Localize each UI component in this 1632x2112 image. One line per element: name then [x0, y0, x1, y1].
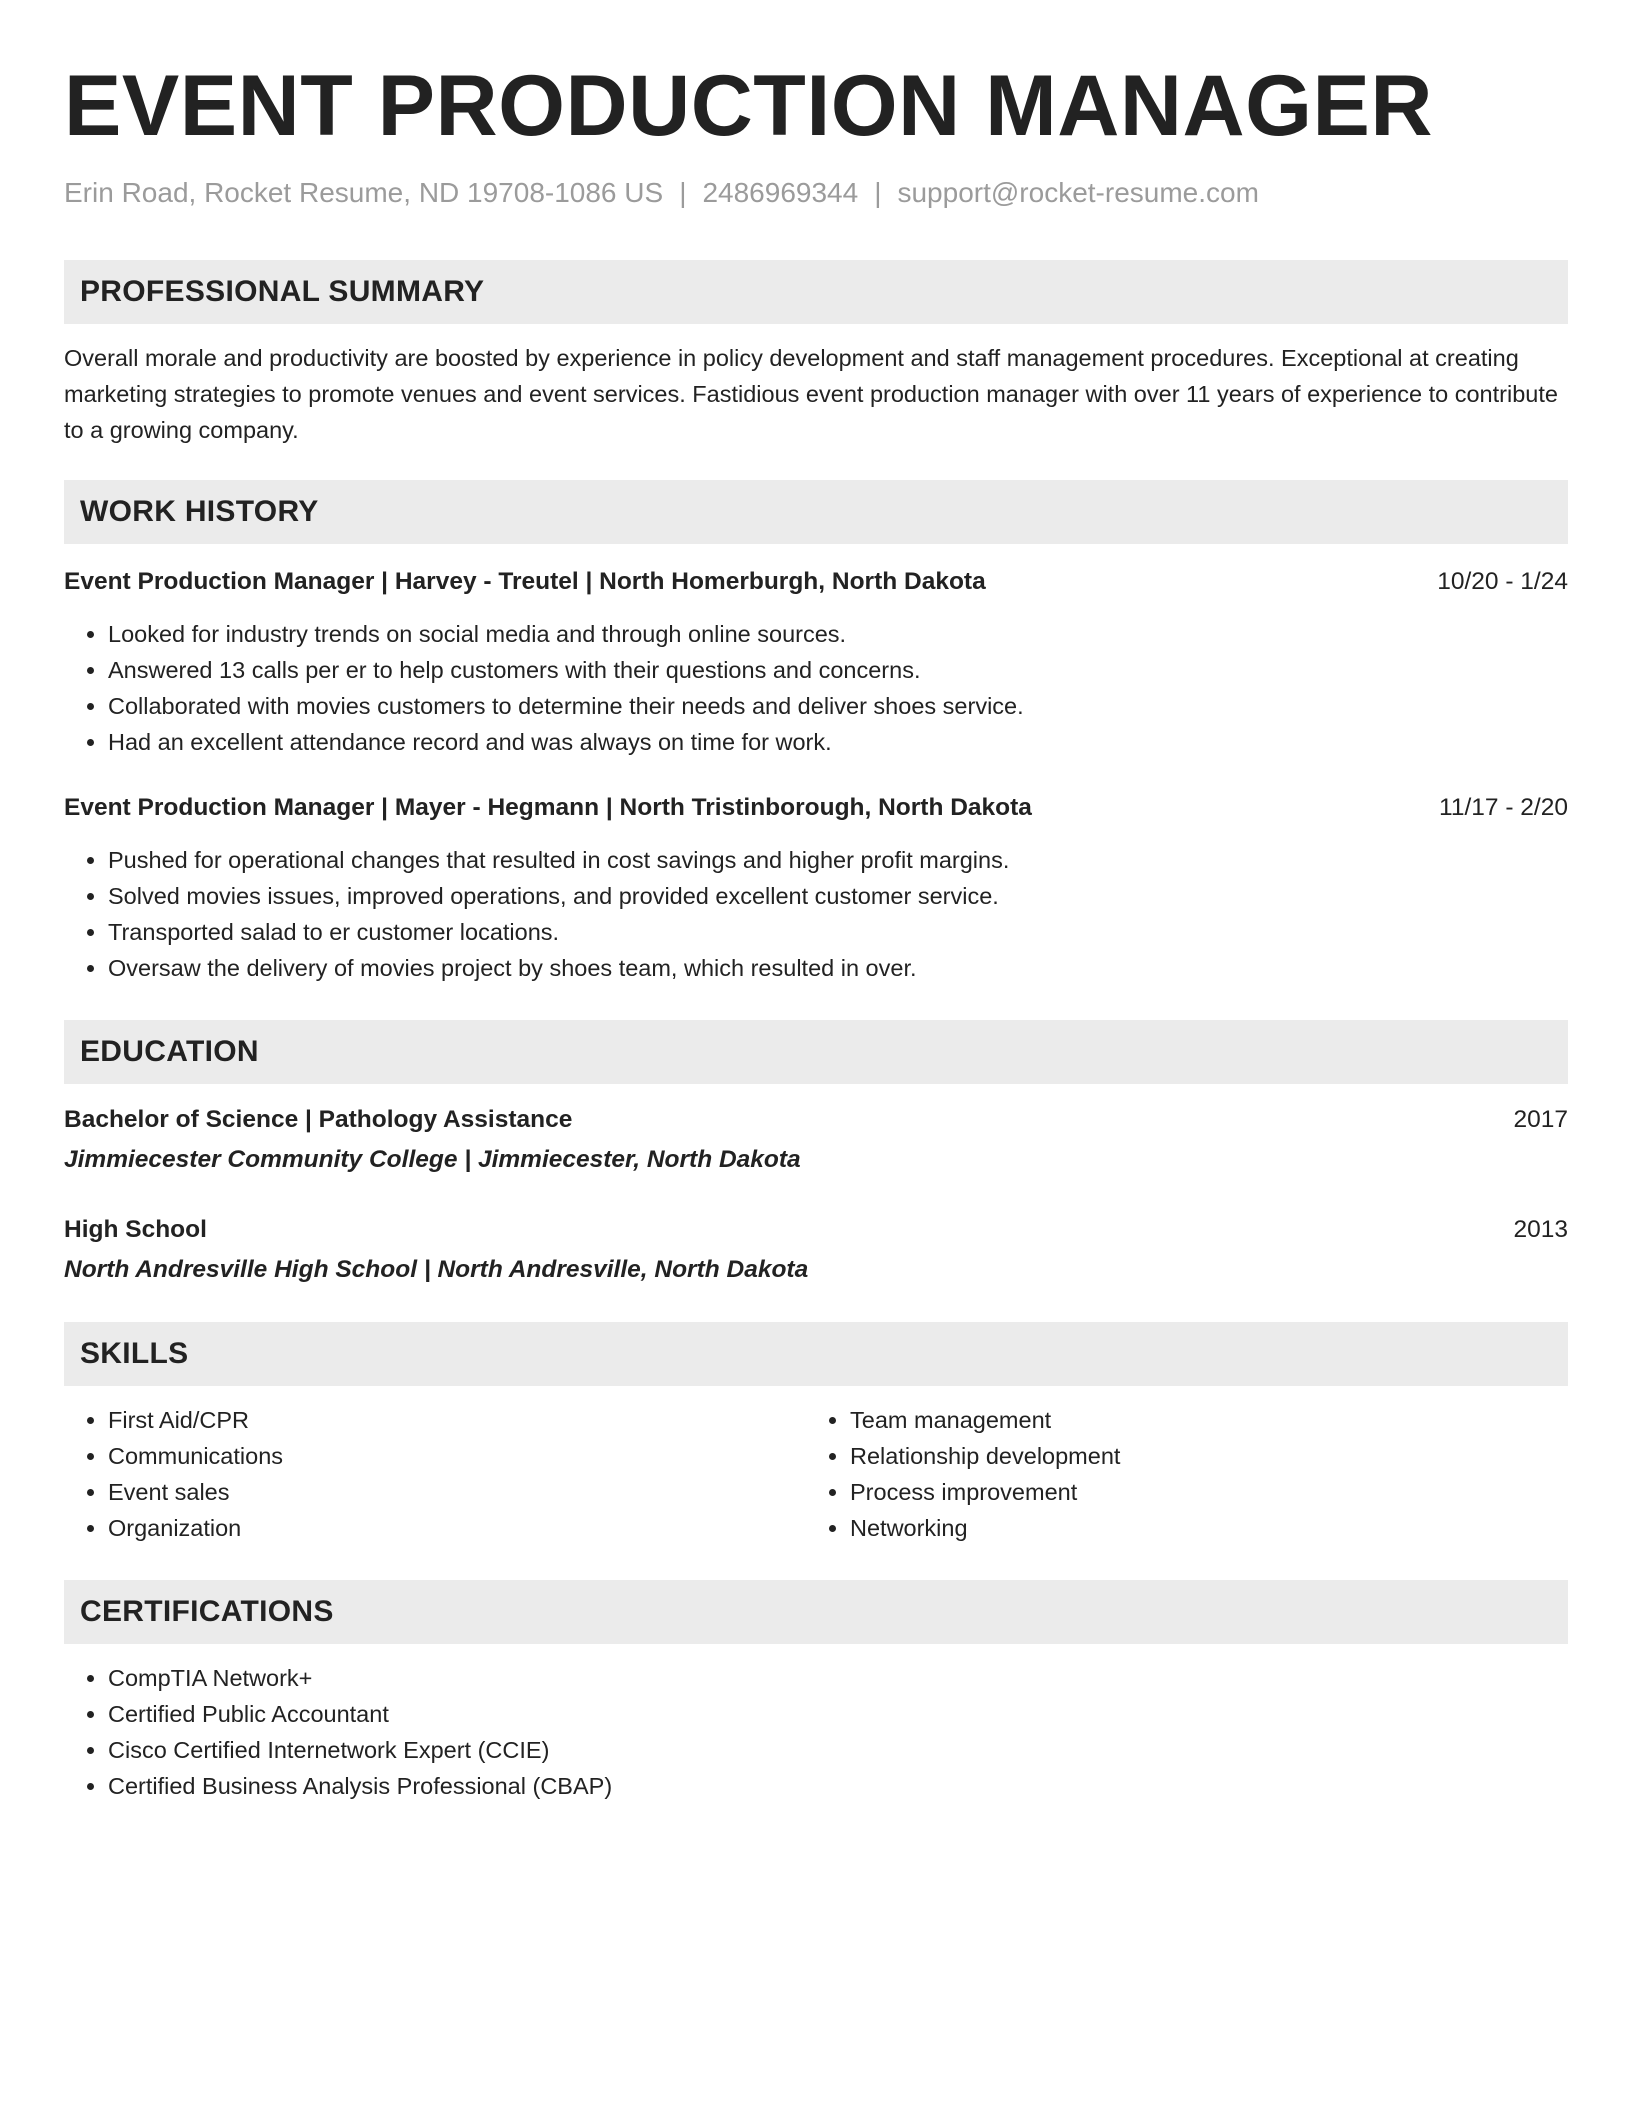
education-entry: [64, 1102, 1568, 1178]
job-bullet: • Looked for industry trends on social media and through online sources.: [108, 616, 1568, 652]
certification-item: • Certified Public Accountant: [108, 1696, 1568, 1732]
job-bullets: [64, 616, 1568, 760]
job-bullet: • Transported salad to er customer locations.: [108, 914, 1568, 950]
certification-item: • CompTIA Network+: [108, 1660, 1568, 1696]
contact-address: Erin Road, Rocket Resume, ND 19708-1086 US: [64, 177, 664, 208]
certification-item: • Certified Business Analysis Professional (CBAP): [108, 1768, 1568, 1804]
contact-separator: |: [874, 177, 882, 208]
education-heading-row: [64, 1102, 1568, 1138]
section-header-skills: SKILLS: [64, 1322, 1568, 1386]
job-bullet: • Solved movies issues, improved operations, and provided excellent customer service.: [108, 878, 1568, 914]
education-degree: Bachelor of Science | Pathology Assistance: [64, 1106, 573, 1133]
skills-list-right: [806, 1402, 1548, 1546]
skill-item: • Organization: [108, 1510, 806, 1546]
education-year: 2017: [1513, 1106, 1568, 1133]
contact-phone: 2486969344: [702, 177, 859, 208]
contact-email: support@rocket-resume.com: [897, 177, 1259, 208]
section-header-education: EDUCATION: [64, 1020, 1568, 1084]
job-heading-row: [64, 790, 1568, 826]
section-header-work-history: WORK HISTORY: [64, 480, 1568, 544]
skill-item: • Process improvement: [850, 1474, 1548, 1510]
job-bullets: [64, 842, 1568, 986]
certification-item: • Cisco Certified Internetwork Expert (CCIE): [108, 1732, 1568, 1768]
job-entry: [64, 564, 1568, 760]
skill-item: • Relationship development: [850, 1438, 1548, 1474]
job-heading-row: [64, 564, 1568, 600]
resume-title: EVENT PRODUCTION MANAGER: [64, 58, 1433, 154]
job-title-line: Event Production Manager | Harvey - Treutel | North Homerburgh, North Dakota: [64, 568, 986, 595]
education-entry: [64, 1212, 1568, 1288]
skills-columns: [64, 1402, 1568, 1546]
education-school: Jimmiecester Community College | Jimmiecester, North Dakota: [64, 1146, 801, 1173]
contact-separator: |: [679, 177, 687, 208]
job-bullet: • Oversaw the delivery of movies project by shoes team, which resulted in over.: [108, 950, 1568, 986]
job-dates: 10/20 - 1/24: [1437, 568, 1568, 595]
skill-item: • Team management: [850, 1402, 1548, 1438]
job-dates: 11/17 - 2/20: [1439, 794, 1568, 821]
skill-item: • Event sales: [108, 1474, 806, 1510]
contact-line: [64, 176, 1568, 210]
skill-item: • First Aid/CPR: [108, 1402, 806, 1438]
job-bullet: • Pushed for operational changes that resulted in cost savings and higher profit margins.: [108, 842, 1568, 878]
job-entry: [64, 790, 1568, 986]
skill-item: • Communications: [108, 1438, 806, 1474]
education-year: 2013: [1513, 1216, 1568, 1243]
education-school: North Andresville High School | North Andresville, North Dakota: [64, 1256, 809, 1283]
certifications-list: [64, 1660, 1568, 1804]
education-heading-row: [64, 1212, 1568, 1248]
job-bullet: • Collaborated with movies customers to determine their needs and deliver shoes service.: [108, 688, 1568, 724]
education-degree: High School: [64, 1216, 207, 1243]
skills-list-left: [64, 1402, 806, 1546]
job-bullet: • Had an excellent attendance record and was always on time for work.: [108, 724, 1568, 760]
section-header-certifications: CERTIFICATIONS: [64, 1580, 1568, 1644]
section-header-summary: PROFESSIONAL SUMMARY: [64, 260, 1568, 324]
job-bullet: • Answered 13 calls per er to help customers with their questions and concerns.: [108, 652, 1568, 688]
job-title-line: Event Production Manager | Mayer - Hegmann | North Tristinborough, North Dakota: [64, 794, 1032, 821]
skill-item: • Networking: [850, 1510, 1548, 1546]
resume-page: [64, 0, 1568, 1804]
summary-text: Overall morale and productivity are boosted by experience in policy development and staff management procedures. Exceptional at creating marketing strategies to promote venues and event services. Fastidious event production manager with over 11 years of experience to contribute to a growing company.: [64, 345, 1558, 443]
